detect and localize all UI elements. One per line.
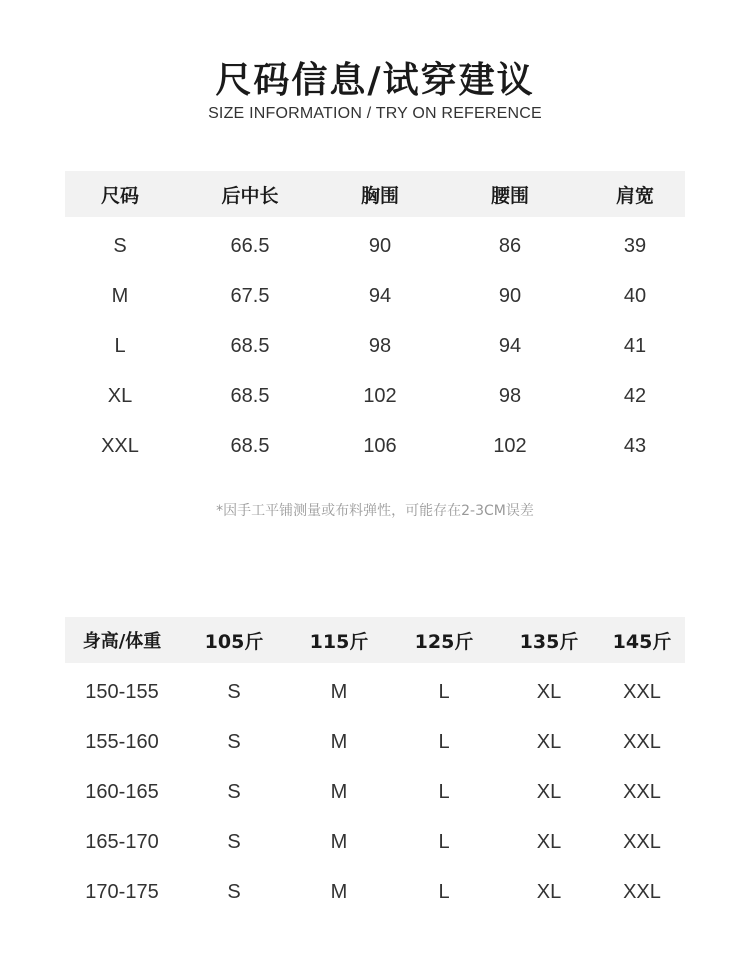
cell-fit: M	[330, 830, 348, 853]
cell-fit: XL	[536, 680, 562, 703]
cell-shoulder: 43	[623, 434, 647, 457]
cell-shoulder: 42	[623, 384, 647, 407]
cell-fit: XL	[536, 730, 562, 753]
cell-fit: XXL	[623, 880, 661, 903]
cell-shoulder: 41	[623, 334, 647, 357]
cell-fit: L	[438, 680, 450, 703]
cell-waist: 86	[498, 234, 522, 257]
measurement-note: *因手工平铺测量或布料弹性，可能存在2-3CM误差	[216, 503, 534, 519]
cell-size: L	[114, 334, 126, 357]
cell-height: 155-160	[85, 730, 159, 753]
cell-back-length: 68.5	[230, 384, 270, 407]
cell-fit: M	[330, 730, 348, 753]
cell-fit: M	[330, 880, 348, 903]
table-row	[65, 421, 685, 471]
size-table-header-row	[65, 171, 685, 217]
header-weight-135: 135斤	[499, 617, 599, 663]
table-row	[65, 271, 685, 321]
header-size: 尺码	[65, 171, 175, 217]
cell-shoulder: 39	[623, 234, 647, 257]
header-height-weight: 身高/体重	[65, 617, 179, 663]
cell-size: S	[113, 234, 127, 257]
cell-height: 170-175	[85, 880, 159, 903]
cell-height: 165-170	[85, 830, 159, 853]
cell-waist: 90	[498, 284, 522, 307]
cell-fit: L	[438, 830, 450, 853]
header-weight-105: 105斤	[179, 617, 289, 663]
page-title: 尺码信息/试穿建议	[215, 60, 535, 101]
cell-fit: S	[227, 830, 241, 853]
cell-back-length: 68.5	[230, 334, 270, 357]
table-row	[65, 371, 685, 421]
header-shoulder: 肩宽	[585, 171, 685, 217]
table-row	[65, 867, 685, 917]
fit-table	[65, 617, 685, 917]
cell-fit: XXL	[623, 730, 661, 753]
size-table	[65, 171, 685, 471]
cell-chest: 102	[363, 384, 397, 407]
cell-fit: L	[438, 730, 450, 753]
header-chest: 胸围	[325, 171, 435, 217]
cell-fit: L	[438, 780, 450, 803]
cell-chest: 90	[368, 234, 392, 257]
header-weight-145: 145斤	[599, 617, 685, 663]
cell-fit: XXL	[623, 680, 661, 703]
cell-chest: 106	[363, 434, 397, 457]
cell-fit: S	[227, 780, 241, 803]
fit-table-header-row	[65, 617, 685, 663]
table-row	[65, 321, 685, 371]
cell-fit: XL	[536, 780, 562, 803]
cell-fit: XL	[536, 830, 562, 853]
cell-fit: M	[330, 780, 348, 803]
cell-fit: XL	[536, 880, 562, 903]
cell-height: 150-155	[85, 680, 159, 703]
header-weight-115: 115斤	[289, 617, 389, 663]
cell-waist: 98	[498, 384, 522, 407]
cell-height: 160-165	[85, 780, 159, 803]
cell-size: XXL	[101, 434, 139, 457]
header-back-length: 后中长	[175, 171, 325, 217]
table-row	[65, 663, 685, 717]
cell-shoulder: 40	[623, 284, 647, 307]
page-subtitle: SIZE INFORMATION / TRY ON REFERENCE	[208, 105, 542, 122]
cell-fit: M	[330, 680, 348, 703]
table-row	[65, 767, 685, 817]
table-row	[65, 817, 685, 867]
header-weight-125: 125斤	[389, 617, 499, 663]
cell-fit: S	[227, 730, 241, 753]
cell-fit: L	[438, 880, 450, 903]
cell-fit: S	[227, 880, 241, 903]
cell-size: M	[111, 284, 129, 307]
cell-size: XL	[107, 384, 133, 407]
cell-fit: XXL	[623, 830, 661, 853]
cell-waist: 102	[493, 434, 527, 457]
cell-back-length: 68.5	[230, 434, 270, 457]
cell-chest: 98	[368, 334, 392, 357]
header-waist: 腰围	[435, 171, 585, 217]
cell-waist: 94	[498, 334, 522, 357]
table-row	[65, 717, 685, 767]
cell-fit: S	[227, 680, 241, 703]
cell-chest: 94	[368, 284, 392, 307]
cell-back-length: 67.5	[230, 284, 270, 307]
table-row	[65, 217, 685, 271]
cell-back-length: 66.5	[230, 234, 270, 257]
cell-fit: XXL	[623, 780, 661, 803]
